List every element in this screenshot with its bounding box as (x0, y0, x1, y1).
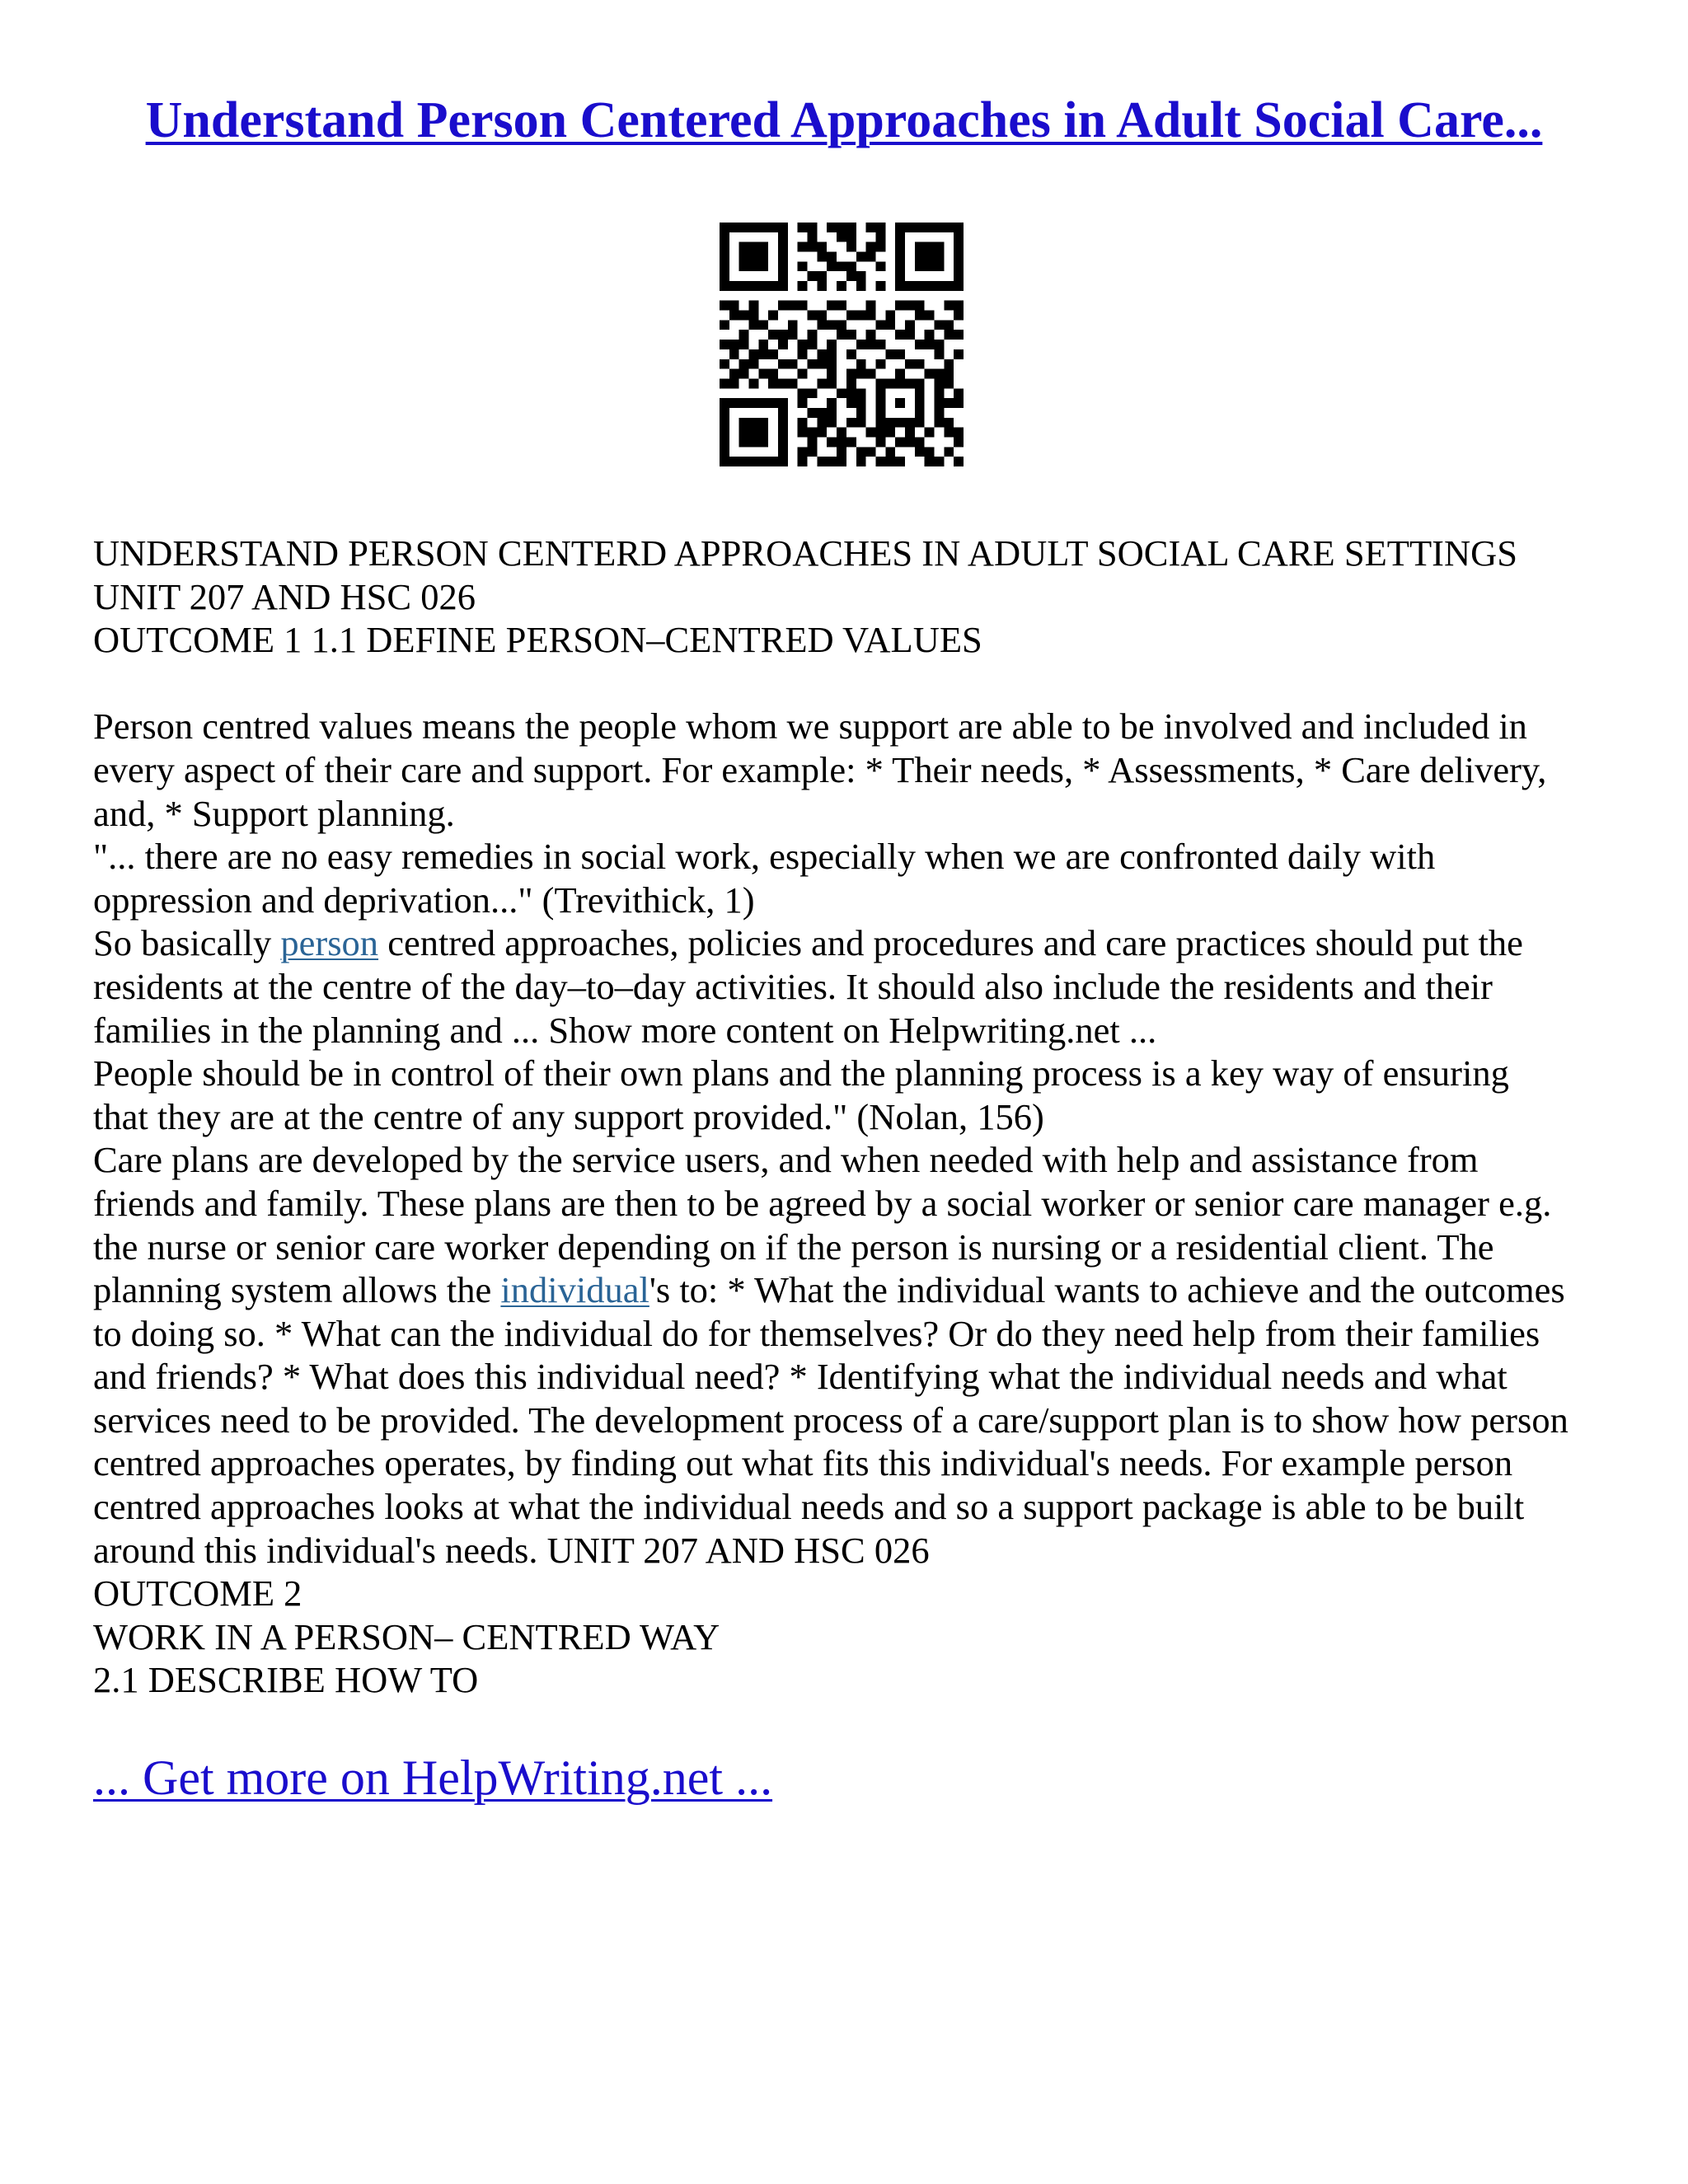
body-text-segment: centred approaches, policies and procedures and care practices should put the (378, 922, 1523, 964)
body-text-segment: So basically (93, 922, 281, 964)
outcome-heading: WORK IN A PERSON– CENTRED WAY (93, 1615, 720, 1657)
body-line: Person centred values means the people whom we support are able to be involved and included in (93, 705, 1527, 748)
qr-code-icon (720, 223, 964, 466)
heading-line: OUTCOME 1 1.1 DEFINE PERSON–CENTRED VALUES (93, 619, 982, 661)
more-link-container (93, 1749, 772, 1807)
body-line: families in the planning and ... Show more content on Helpwriting.net ... (93, 1009, 1157, 1051)
person-link[interactable]: person (280, 922, 379, 964)
body-line: the nurse or senior care worker depending on if the person is nursing or a residential client. The (93, 1226, 1494, 1268)
body-line: oppression and deprivation..." (Trevithick, 1) (93, 879, 755, 921)
body-line: "... there are no easy remedies in social work, especially when we are confronted daily with (93, 836, 1436, 878)
body-line: centred approaches looks at what the individual needs and so a support package is able to be built (93, 1486, 1525, 1528)
title-link[interactable]: Understand Person Centered Approaches in Adult Social Care... (145, 92, 1543, 148)
outcome-heading: 2.1 DESCRIBE HOW TO (93, 1659, 479, 1701)
body-line (93, 1268, 1601, 1312)
body-line: around this individual's needs. UNIT 207 AND HSC 026 (93, 1529, 930, 1571)
get-more-link[interactable]: ... Get more on HelpWriting.net ... (93, 1750, 773, 1805)
outcome-heading: OUTCOME 2 (93, 1572, 302, 1615)
body-line: to doing so. * What can the individual do for themselves? Or do they need help from their families (93, 1312, 1540, 1354)
body-line (93, 921, 1601, 965)
body-line: and, * Support planning. (93, 792, 455, 834)
body-line: and friends? * What does this individual need? * Identifying what the individual needs and what (93, 1356, 1507, 1398)
body-text-segment: planning system allows the (93, 1269, 501, 1311)
body-line: friends and family. These plans are then to be agreed by a social worker or senior care manager e.g. (93, 1182, 1552, 1224)
body-line: residents at the centre of the day–to–day activities. It should also include the residents and their (93, 965, 1493, 1007)
body-line: centred approaches operates, by finding out what fits this individual's needs. For example person (93, 1442, 1513, 1484)
document-title (0, 91, 1688, 150)
body-line: that they are at the centre of any support provided." (Nolan, 156) (93, 1095, 1044, 1137)
body-line: People should be in control of their own plans and the planning process is a key way of ensuring (93, 1052, 1509, 1094)
body-text-segment: 's to: * What the individual wants to achieve and the outcomes (649, 1269, 1565, 1311)
heading-line: UNIT 207 AND HSC 026 (93, 575, 476, 617)
individual-link[interactable]: individual (500, 1269, 649, 1311)
paragraph-gap (93, 662, 1601, 705)
body-line: every aspect of their care and support. For example: * Their needs, * Assessments, * Care delivery, (93, 748, 1547, 790)
heading-line: UNDERSTAND PERSON CENTERD APPROACHES IN ADULT SOCIAL CARE SETTINGS (93, 532, 1518, 574)
body-line: Care plans are developed by the service users, and when needed with help and assistance from (93, 1139, 1479, 1181)
document-body (93, 532, 1601, 1702)
body-line: services need to be provided. The development process of a care/support plan is to show how person (93, 1399, 1568, 1441)
